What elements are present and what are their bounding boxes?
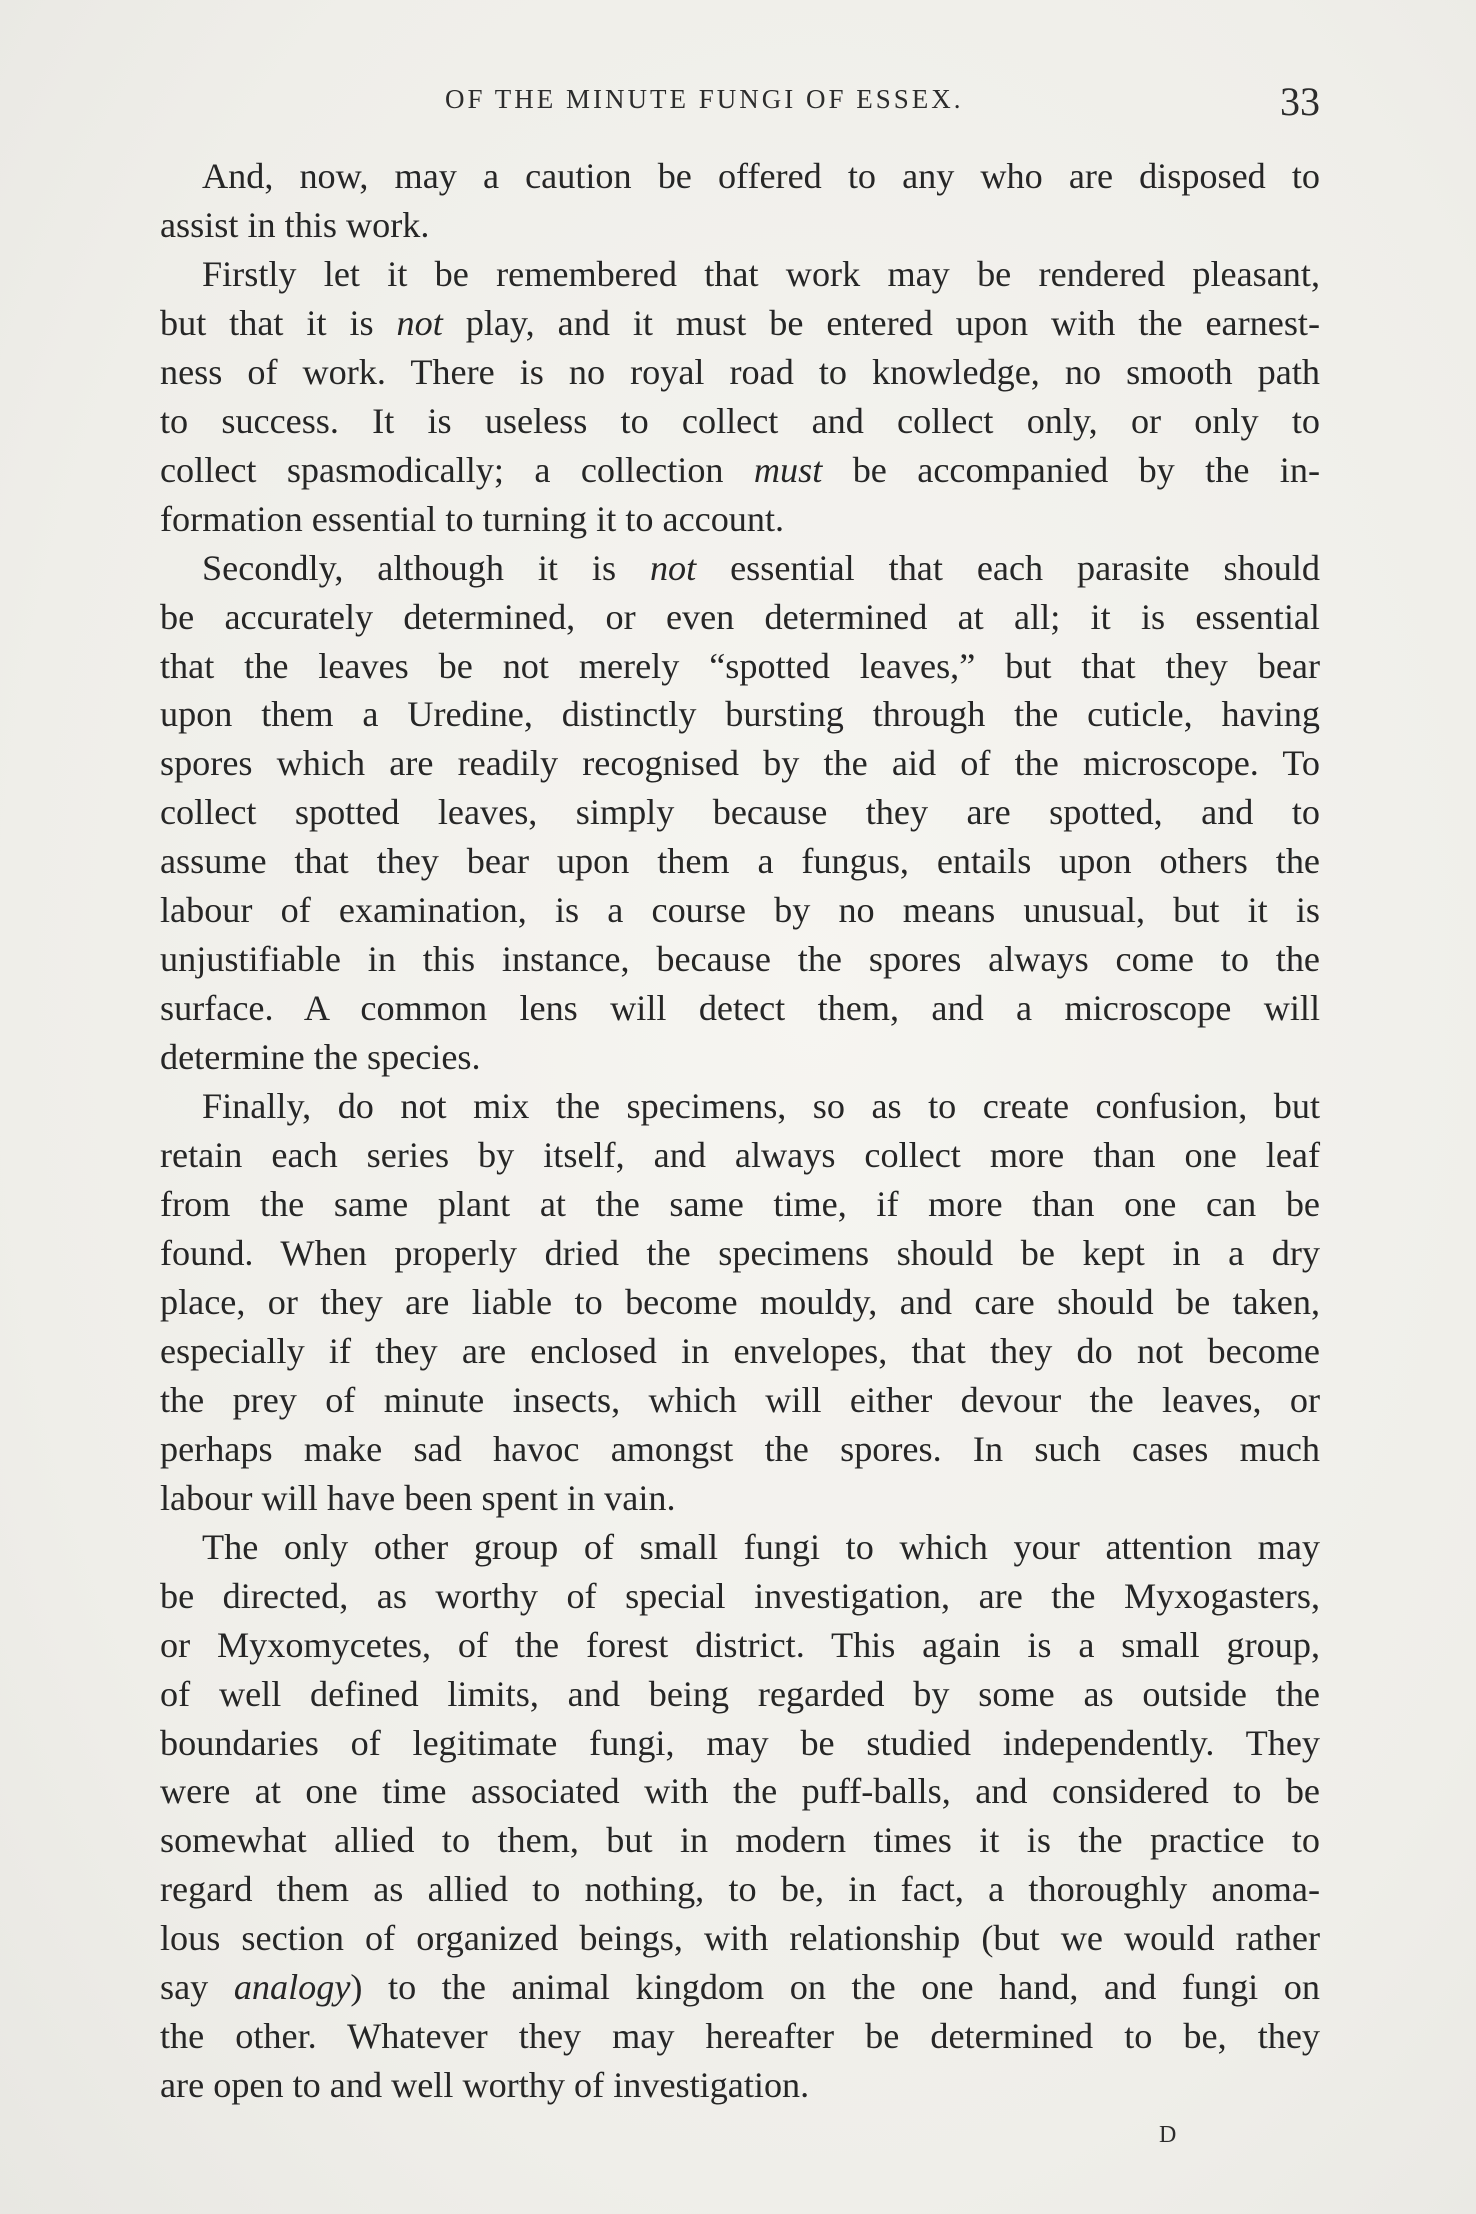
text-line: formation essential to turning it to account. — [160, 498, 785, 539]
text-line: are open to and well worthy of investigation. — [160, 2065, 810, 2106]
text-line: to success. It is useless to collect and collect only, or only to — [160, 400, 1320, 441]
text-line: be accurately determined, or even determined at all; it is essential — [160, 596, 1320, 637]
text-line: perhaps make sad havoc amongst the spores. In such cases much — [160, 1428, 1320, 1469]
text-line: somewhat allied to them, but in modern times it is the practice to — [160, 1820, 1320, 1861]
text-line: surface. A common lens will detect them, and a microscope will — [160, 988, 1320, 1029]
text-line: assume that they bear upon them a fungus, entails upon others the — [160, 841, 1320, 882]
text-line: especially if they are enclosed in envelopes, that they do not become — [160, 1330, 1320, 1371]
text-line: spores which are readily recognised by the aid of the microscope. To — [160, 743, 1320, 784]
text-line: collect spasmodically; a collection must be accompanied by the in- — [160, 449, 1320, 490]
text-line: unjustifiable in this instance, because the spores always come to the — [160, 939, 1320, 980]
italic-word: must — [753, 449, 823, 490]
text-line: were at one time associated with the puff-balls, and considered to be — [160, 1771, 1320, 1812]
text-line: Secondly, although it is not essential that each parasite should — [202, 547, 1320, 588]
text-line: the other. Whatever they may hereafter be determined to be, they — [160, 2016, 1320, 2057]
text-line: retain each series by itself, and always collect more than one leaf — [160, 1135, 1320, 1176]
text-line: from the same plant at the same time, if more than one can be — [160, 1184, 1320, 1225]
text-line: that the leaves be not merely “spotted leaves,” but that they bear — [160, 645, 1320, 686]
running-head: OF THE MINUTE FUNGI OF ESSEX. — [445, 84, 964, 114]
text-line: assist in this work. — [160, 204, 430, 245]
text-line: ness of work. There is no royal road to knowledge, no smooth path — [160, 351, 1320, 392]
text-line: determine the species. — [160, 1037, 481, 1078]
text-line: The only other group of small fungi to which your attention may — [202, 1526, 1320, 1567]
body-text — [160, 152, 1320, 2110]
text-line: labour will have been spent in vain. — [160, 1477, 676, 1518]
text-line: boundaries of legitimate fungi, may be studied independently. They — [160, 1722, 1320, 1763]
paragraph — [160, 152, 1320, 250]
text-line: Firstly let it be remembered that work may be rendered pleasant, — [202, 253, 1320, 294]
text-line: say analogy) to the animal kingdom on the one hand, and fungi on — [160, 1967, 1320, 2008]
italic-word: not — [396, 302, 443, 343]
signature-mark: D — [1159, 2122, 1179, 2148]
paragraph — [160, 1523, 1320, 2110]
page-number: 33 — [1280, 79, 1320, 124]
paragraph — [160, 1082, 1320, 1523]
text-line: upon them a Uredine, distinctly bursting through the cuticle, having — [160, 694, 1320, 735]
text-line: Finally, do not mix the specimens, so as to create confusion, but — [202, 1086, 1320, 1127]
text-line: And, now, may a caution be offered to any who are disposed to — [202, 156, 1320, 196]
text-line: or Myxomycetes, of the forest district. This again is a small group, — [160, 1624, 1320, 1665]
text-line: regard them as allied to nothing, to be, in fact, a thoroughly anoma- — [160, 1869, 1320, 1910]
text-line: lous section of organized beings, with relationship (but we would rather — [160, 1918, 1320, 1959]
text-line: found. When properly dried the specimens should be kept in a dry — [160, 1232, 1320, 1273]
text-line: labour of examination, is a course by no means unusual, but it is — [160, 890, 1320, 931]
text-line: be directed, as worthy of special investigation, are the Myxogasters, — [160, 1575, 1320, 1616]
text-line: but that it is not play, and it must be entered upon with the earnest- — [160, 302, 1321, 343]
paragraph — [160, 250, 1320, 544]
italic-word: analogy — [233, 1967, 351, 2008]
italic-word: not — [649, 547, 697, 588]
text-line: of well defined limits, and being regarded by some as outside the — [160, 1673, 1320, 1714]
paragraph — [160, 544, 1320, 1082]
text-line: place, or they are liable to become mouldy, and care should be taken, — [160, 1281, 1320, 1322]
page-header — [160, 78, 1320, 128]
text-line: the prey of minute insects, which will either devour the leaves, or — [160, 1379, 1320, 1420]
text-line: collect spotted leaves, simply because they are spotted, and to — [160, 792, 1320, 833]
